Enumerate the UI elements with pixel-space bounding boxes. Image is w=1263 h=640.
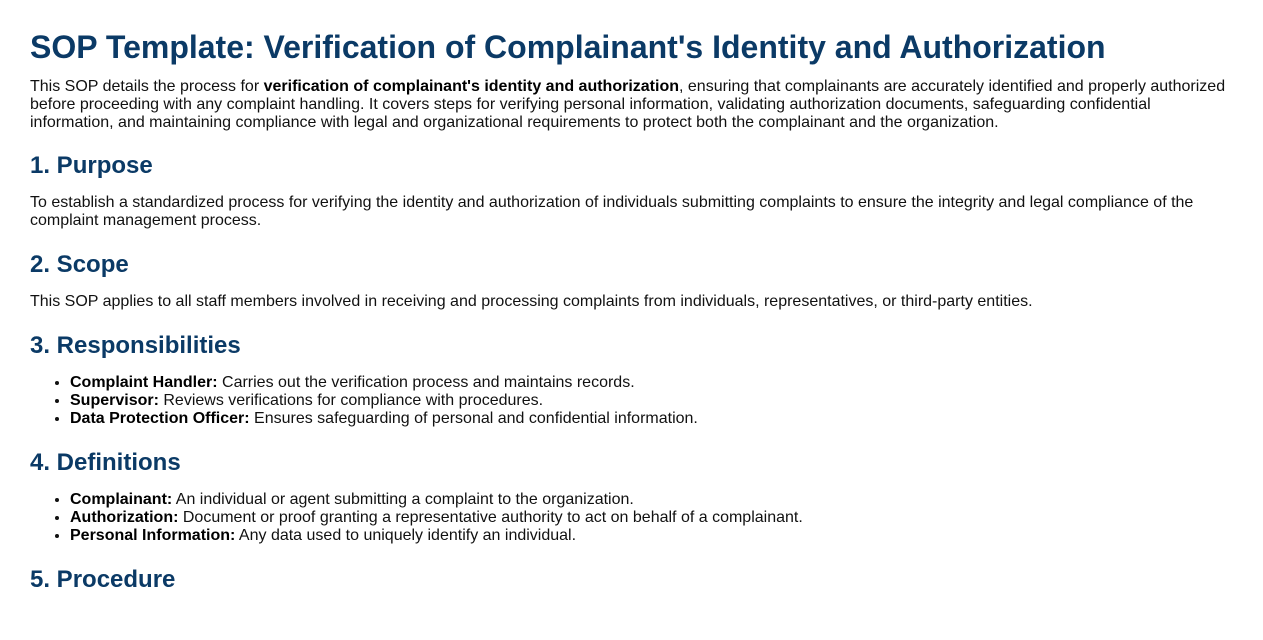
list-item <box>70 509 1233 527</box>
responsibility-desc: Reviews verifications for compliance with procedures. <box>158 392 544 409</box>
responsibility-term: Supervisor: <box>70 392 159 409</box>
purpose-text: To establish a standardized process for verifying the identity and authorization of individuals submitting complaints to ensure the integrity and legal compliance of the complaint management process. <box>30 194 1194 229</box>
section-heading-purpose: 1. Purpose <box>30 152 153 179</box>
list-item <box>70 374 1233 392</box>
list-item <box>70 392 1233 410</box>
intro-text-after: , ensuring that complainants are accurately identified and properly authorized before proceeding with any complaint handling. It covers steps for verifying personal information, validating authorization documents, safeguarding confidential information, and maintaining compliance with legal and organizational requirements to protect both the complainant and the organization. <box>30 78 1226 131</box>
intro-text-bold: verification of complainant's identity and authorization <box>263 78 679 95</box>
section-heading-definitions: 4. Definitions <box>30 449 181 476</box>
section-heading-scope: 2. Scope <box>30 251 129 278</box>
definition-desc: Document or proof granting a representative authority to act on behalf of a complainant. <box>178 509 803 526</box>
section-heading-procedure: 5. Procedure <box>30 566 176 593</box>
scope-text: This SOP applies to all staff members involved in receiving and processing complaints from individuals, representatives, or third-party entities. <box>30 293 1033 310</box>
responsibilities-list <box>30 374 1233 428</box>
definition-term: Authorization: <box>70 509 179 526</box>
page-title: SOP Template: Verification of Complainant's Identity and Authorization <box>30 29 1106 65</box>
definition-desc: Any data used to uniquely identify an individual. <box>235 527 577 544</box>
list-item <box>70 527 1233 545</box>
list-item <box>70 491 1233 509</box>
responsibility-term: Complaint Handler: <box>70 374 218 391</box>
responsibility-desc: Ensures safeguarding of personal and confidential information. <box>249 410 698 427</box>
responsibility-desc: Carries out the verification process and maintains records. <box>217 374 635 391</box>
definition-term: Complainant: <box>70 491 173 508</box>
responsibility-term: Data Protection Officer: <box>70 410 250 427</box>
definition-term: Personal Information: <box>70 527 236 544</box>
section-heading-responsibilities: 3. Responsibilities <box>30 332 241 359</box>
list-item <box>70 410 1233 428</box>
definition-desc: An individual or agent submitting a complaint to the organization. <box>172 491 634 508</box>
intro-text-before: This SOP details the process for <box>30 78 264 95</box>
intro-paragraph <box>30 78 1233 132</box>
definitions-list <box>30 491 1233 545</box>
